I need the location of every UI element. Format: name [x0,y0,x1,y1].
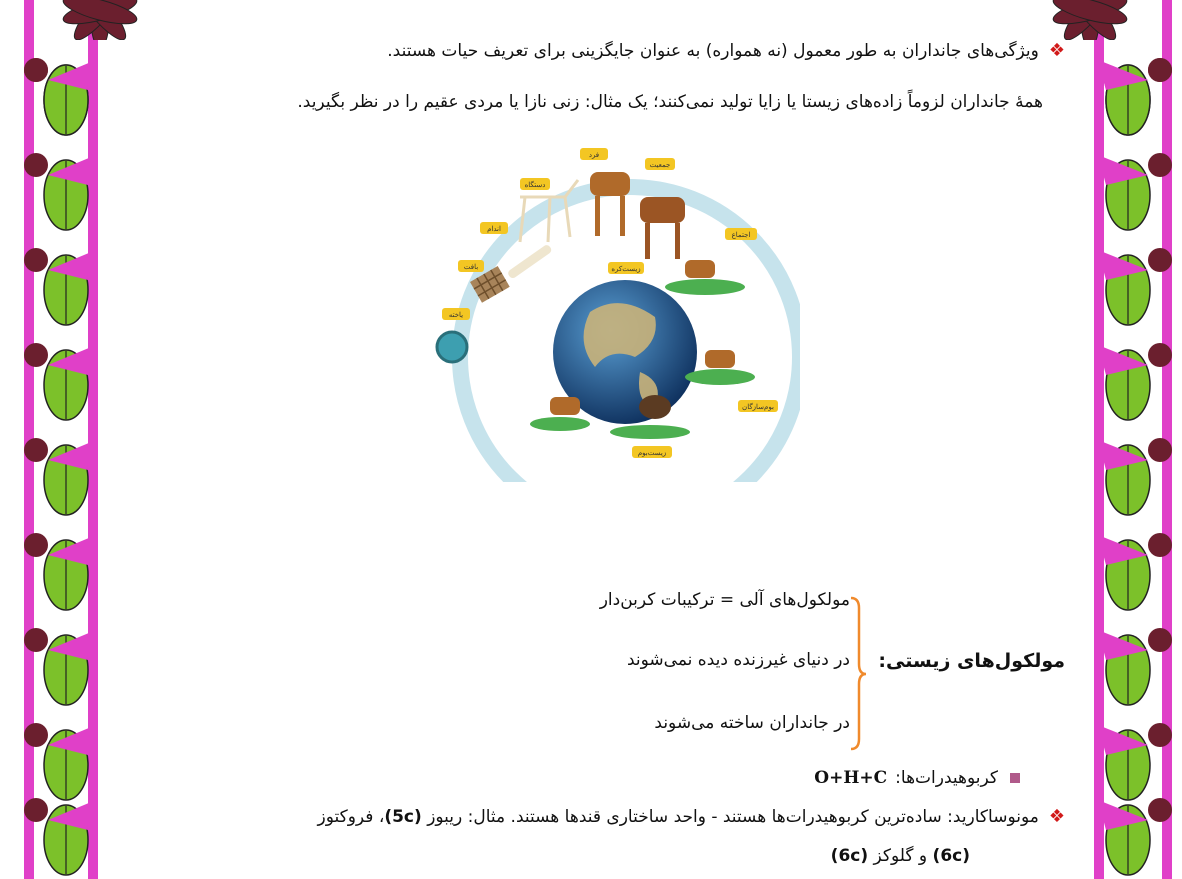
label-organ-system: دستگاه [524,182,546,189]
biomolecules-title: مولکول‌های زیستی: [878,650,1065,672]
label-cell: یاخته [448,312,464,319]
mono-fructose-label: ، فروکتوز [317,807,385,827]
brace-item-made-in-living: در جانداران ساخته می‌شوند [654,713,850,733]
label-biosphere: زیست‌کره [611,266,641,273]
brace-item-nonliving: در دنیای غیرزنده دیده نمی‌شوند [626,650,850,670]
biomolecules-definition [545,588,1065,758]
label-community: اجتماع [731,232,751,239]
square-bullet-icon [1010,773,1020,783]
floral-border-left [18,0,108,879]
diamond-bullet-icon: ❖ [1048,806,1065,827]
paragraph-text: همهٔ جانداران لزوماً زاده‌های زیستا یا زایا تولید نمی‌کنند؛ یک مثال: زنی نازا یا مردی عقیم را در نظر بگیرید. [297,92,1043,112]
fructose-carbon-count: (6c) [932,846,970,866]
monosaccharide-line [317,806,1065,827]
label-tissue: بافت [463,264,479,271]
carbohydrates-line [814,768,1020,788]
label-biome: زیست‌بوم [637,450,667,457]
monosaccharide-line-2 [831,846,970,866]
label-ecosystem: بوم‌سازگان [742,404,774,411]
brace-item-organic: مولکول‌های آلی = ترکیبات کربن‌دار [599,590,850,610]
curly-brace-icon [847,596,867,751]
paragraph-text: ویژگی‌های جانداران به طور معمول (نه همواره) به عنوان جایگزینی برای تعریف حیات هستند. [387,41,1039,61]
label-individual: فرد [588,152,600,159]
carbs-formula: O+H+C [814,768,888,788]
organization-levels-figure [420,142,800,482]
document-body [120,0,1065,879]
mono-glucose-label: و گلوکز [873,846,928,866]
paragraph-example [297,92,1043,112]
floral-border-right [1088,0,1178,879]
mono-text: مونوساکارید: ساده‌ترین کربوهیدرات‌ها هستند - واحد ساختاری قندها هستند. مثال: ریبوز [427,807,1039,827]
glucose-carbon-count: (6c) [830,846,869,866]
carbs-label: کربوهیدرات‌ها: [895,768,998,788]
label-organ: اندام [487,226,501,233]
paragraph-life-traits [387,40,1065,61]
ribose-carbon-count: (5c) [384,807,422,827]
diamond-bullet-icon: ❖ [1048,40,1065,61]
label-population: جمعیت [649,162,671,169]
